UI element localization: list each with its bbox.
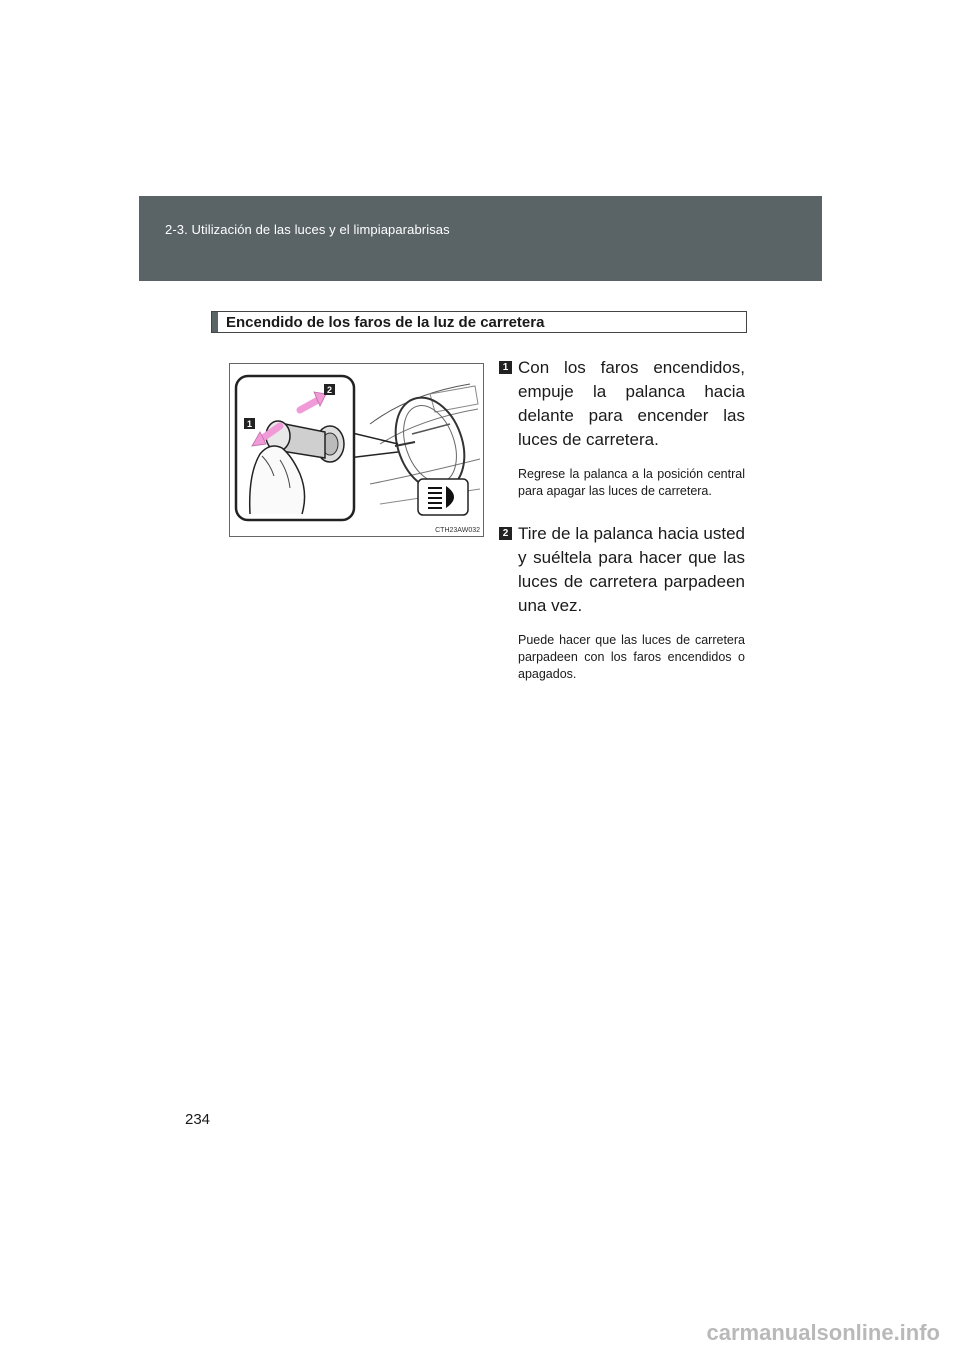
figure-code: CTH23AW032	[435, 527, 480, 534]
step-1-text: Con los faros encendidos, empuje la palanca hacia delante para encender las luces de carretera.	[518, 358, 745, 449]
lever-drawing	[230, 364, 483, 536]
section-title: Encendido de los faros de la luz de carretera	[226, 314, 545, 331]
page-number: 234	[185, 1111, 211, 1128]
high-beam-icon	[418, 479, 468, 515]
callout-1-label: 1	[246, 419, 253, 429]
header-band	[139, 196, 822, 281]
section-label: 2-3. Utilización de las luces y el limpiaparabrisas	[165, 222, 450, 237]
watermark: carmanualsonline.info	[706, 1320, 940, 1345]
step-1-note: Regrese la palanca a la posición central para apagar las luces de carretera.	[518, 467, 745, 498]
section-title-box	[211, 311, 747, 333]
callout-2-label: 2	[326, 385, 333, 395]
step-2-note: Puede hacer que las luces de carretera parpadeen con los faros encendidos o apagados.	[518, 633, 745, 681]
step-1-number-icon: 1	[499, 361, 512, 374]
step-2-number-icon: 2	[499, 527, 512, 540]
lever-illustration	[229, 363, 484, 537]
step-2	[499, 522, 745, 683]
step-1	[499, 356, 745, 500]
title-accent-bar	[212, 312, 218, 332]
step-2-text: Tire de la palanca hacia usted y suéltela para hacer que las luces de carretera parpadeen una vez.	[518, 524, 745, 615]
